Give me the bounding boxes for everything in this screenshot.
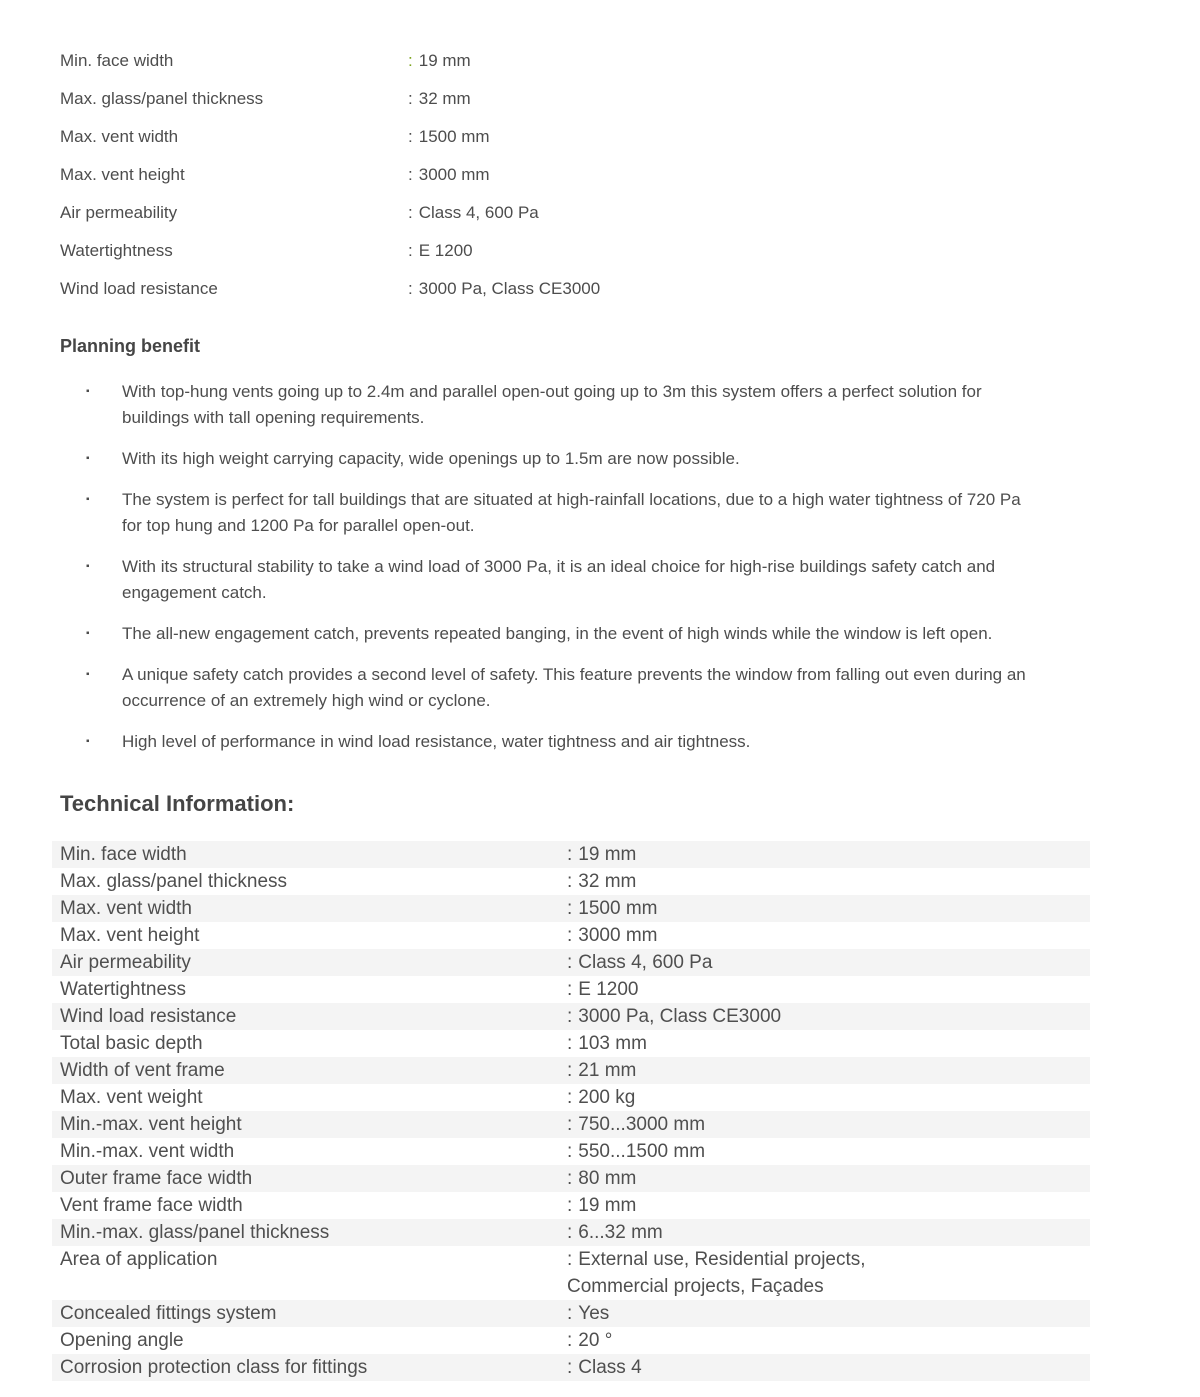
bullet-text: A unique safety catch provides a second level of safety. This feature prevents the window from falling out even during an occurrence of an extremely high wind or cyclone. (122, 665, 1026, 710)
row-value-text: 550...1500 mm (578, 1141, 706, 1162)
row-value (567, 1030, 1090, 1057)
table-row (52, 1111, 1090, 1138)
table-row (52, 949, 1090, 976)
spec-label: Air permeability (60, 203, 178, 222)
spec-row (60, 232, 1200, 270)
bullet-square-icon: ▪ (86, 736, 90, 747)
colon-separator: : (567, 1087, 573, 1108)
colon-separator: : (567, 1033, 573, 1054)
table-row (52, 1057, 1090, 1084)
table-row (52, 1192, 1090, 1219)
row-value-text: 80 mm (578, 1168, 637, 1189)
colon-separator: : (567, 925, 573, 946)
spec-label: Watertightness (60, 241, 173, 260)
table-row (52, 868, 1090, 895)
table-row (52, 895, 1090, 922)
row-value (567, 1003, 1090, 1030)
row-value-text: 19 mm (578, 1195, 637, 1216)
spec-row (60, 194, 1200, 232)
table-row (52, 1327, 1090, 1354)
row-label: Air permeability (60, 952, 191, 973)
list-item (86, 729, 1031, 755)
row-value-text: 3000 Pa, Class CE3000 (578, 1006, 782, 1027)
bullet-square-icon: ▪ (86, 386, 90, 397)
table-row (52, 976, 1090, 1003)
table-row (52, 1084, 1090, 1111)
row-value (567, 841, 1090, 868)
list-item (86, 379, 1031, 431)
colon-separator: : (408, 203, 413, 222)
spec-row (60, 156, 1200, 194)
bullet-square-icon: ▪ (86, 561, 90, 572)
table-row (52, 1138, 1090, 1165)
table-row (52, 1003, 1090, 1030)
list-item (86, 446, 1031, 472)
colon-separator: : (567, 871, 573, 892)
spec-value-text: 3000 mm (418, 165, 490, 184)
bullet-square-icon: ▪ (86, 669, 90, 680)
row-value-text: 20 ° (578, 1330, 613, 1351)
row-value (567, 1219, 1090, 1246)
spec-value-text: E 1200 (418, 241, 473, 260)
colon-separator: : (567, 1330, 573, 1351)
row-label: Corrosion protection class for fittings (60, 1357, 368, 1378)
table-row (52, 922, 1090, 949)
table-row (52, 841, 1090, 868)
spec-value (408, 51, 471, 71)
colon-separator: : (567, 979, 573, 1000)
bullet-square-icon: ▪ (86, 628, 90, 639)
row-value-text: 103 mm (578, 1033, 647, 1054)
row-value-line1 (567, 1246, 1090, 1273)
row-value (567, 1111, 1090, 1138)
row-value-text: Class 4, 600 Pa (578, 952, 713, 973)
spec-value-text: Class 4, 600 Pa (418, 203, 539, 222)
list-item (86, 554, 1031, 606)
row-label: Min. face width (60, 844, 187, 865)
bullet-square-icon: ▪ (86, 453, 90, 464)
row-value-text: 1500 mm (578, 898, 658, 919)
list-item (86, 621, 1031, 647)
row-value (567, 868, 1090, 895)
planning-benefit-list (0, 379, 1200, 755)
row-label: Max. glass/panel thickness (60, 871, 288, 892)
spec-label: Max. glass/panel thickness (60, 89, 264, 108)
planning-benefit-heading: Planning benefit (60, 336, 201, 356)
colon-separator: : (567, 1006, 573, 1027)
spec-value (408, 203, 539, 223)
list-item (86, 487, 1031, 539)
spec-row (60, 42, 1200, 80)
bullet-text: The system is perfect for tall buildings that are situated at high-rainfall locations, due to a high water tightness of 720 Pa for top hung and 1200 Pa for parallel open-out. (122, 490, 1021, 535)
spec-value-text: 19 mm (418, 51, 471, 70)
colon-separator: : (567, 1303, 573, 1324)
colon-separator: : (408, 51, 413, 70)
row-label: Vent frame face width (60, 1195, 243, 1216)
spec-label: Wind load resistance (60, 279, 218, 298)
row-label: Wind load resistance (60, 1006, 237, 1027)
row-label: Opening angle (60, 1330, 184, 1351)
row-value (567, 1327, 1090, 1354)
table-row (52, 1030, 1090, 1057)
row-label: Min.-max. vent width (60, 1141, 235, 1162)
row-value (567, 1165, 1090, 1192)
row-value (567, 949, 1090, 976)
spec-value-text: 32 mm (418, 89, 471, 108)
bullet-text: With top-hung vents going up to 2.4m and parallel open-out going up to 3m this system offers a perfect solution for buildings with tall opening requirements. (122, 382, 982, 427)
colon-separator: : (567, 1249, 573, 1270)
row-label: Watertightness (60, 979, 187, 1000)
row-value (567, 1192, 1090, 1219)
table-row (52, 1165, 1090, 1192)
table-row (52, 1246, 1090, 1300)
row-value (567, 976, 1090, 1003)
colon-separator: : (567, 844, 573, 865)
row-value (567, 922, 1090, 949)
row-value-text: 19 mm (578, 844, 637, 865)
row-label: Area of application (60, 1249, 218, 1270)
row-label: Min.-max. glass/panel thickness (60, 1222, 330, 1243)
row-value (567, 1057, 1090, 1084)
row-value (567, 1246, 1090, 1300)
row-label: Width of vent frame (60, 1060, 225, 1081)
spec-value (408, 279, 600, 299)
colon-separator: : (567, 1222, 573, 1243)
spec-value (408, 127, 490, 147)
bullet-text: The all-new engagement catch, prevents repeated banging, in the event of high winds while the window is left open. (122, 624, 993, 643)
colon-separator: : (567, 1060, 573, 1081)
row-label: Outer frame face width (60, 1168, 253, 1189)
row-value-text: External use, Residential projects, (578, 1249, 866, 1270)
bullet-text: With its high weight carrying capacity, wide openings up to 1.5m are now possible. (122, 449, 740, 468)
spec-value (408, 165, 490, 185)
spec-label: Max. vent width (60, 127, 179, 146)
row-value-text: 750...3000 mm (578, 1114, 706, 1135)
row-value-text: E 1200 (578, 979, 639, 1000)
spec-value-text: 1500 mm (418, 127, 490, 146)
row-value (567, 895, 1090, 922)
row-value (567, 1138, 1090, 1165)
row-value-text: 3000 mm (578, 925, 658, 946)
row-value (567, 1084, 1090, 1111)
technical-information-heading: Technical Information: (60, 791, 295, 816)
row-value-text: 21 mm (578, 1060, 637, 1081)
spec-summary-list (0, 0, 1200, 308)
row-value-text: 6...32 mm (578, 1222, 663, 1243)
row-value-line2: Commercial projects, Façades (567, 1276, 824, 1297)
bullet-text: With its structural stability to take a wind load of 3000 Pa, it is an ideal choice for high-rise buildings safety catch and engagement catch. (122, 557, 996, 602)
colon-separator: : (408, 279, 413, 298)
colon-separator: : (567, 1357, 573, 1378)
colon-separator: : (408, 165, 413, 184)
row-value-text: Class 4 (578, 1357, 642, 1378)
colon-separator: : (408, 241, 413, 260)
spec-value-text: 3000 Pa, Class CE3000 (418, 279, 601, 298)
row-label: Max. vent width (60, 898, 192, 919)
technical-table (52, 841, 1090, 1381)
spec-row (60, 80, 1200, 118)
spec-label: Min. face width (60, 51, 174, 70)
row-value-text: Yes (578, 1303, 610, 1324)
row-value-text: 200 kg (578, 1087, 636, 1108)
row-label: Total basic depth (60, 1033, 203, 1054)
spec-value (408, 241, 473, 261)
spec-value (408, 89, 471, 109)
bullet-text: High level of performance in wind load resistance, water tightness and air tightness. (122, 732, 751, 751)
row-value-text: 32 mm (578, 871, 637, 892)
table-row (52, 1300, 1090, 1327)
list-item (86, 662, 1031, 714)
table-row (52, 1354, 1090, 1381)
colon-separator: : (567, 1141, 573, 1162)
table-row (52, 1219, 1090, 1246)
colon-separator: : (567, 1114, 573, 1135)
row-value (567, 1300, 1090, 1327)
bullet-square-icon: ▪ (86, 494, 90, 505)
colon-separator: : (567, 952, 573, 973)
colon-separator: : (567, 898, 573, 919)
colon-separator: : (408, 89, 413, 108)
row-label: Concealed fittings system (60, 1303, 277, 1324)
colon-separator: : (567, 1168, 573, 1189)
row-label: Min.-max. vent height (60, 1114, 242, 1135)
spec-label: Max. vent height (60, 165, 185, 184)
colon-separator: : (408, 127, 413, 146)
colon-separator: : (567, 1195, 573, 1216)
spec-row (60, 118, 1200, 156)
row-label: Max. vent weight (60, 1087, 203, 1108)
row-value (567, 1354, 1090, 1381)
row-label: Max. vent height (60, 925, 200, 946)
spec-row (60, 270, 1200, 308)
